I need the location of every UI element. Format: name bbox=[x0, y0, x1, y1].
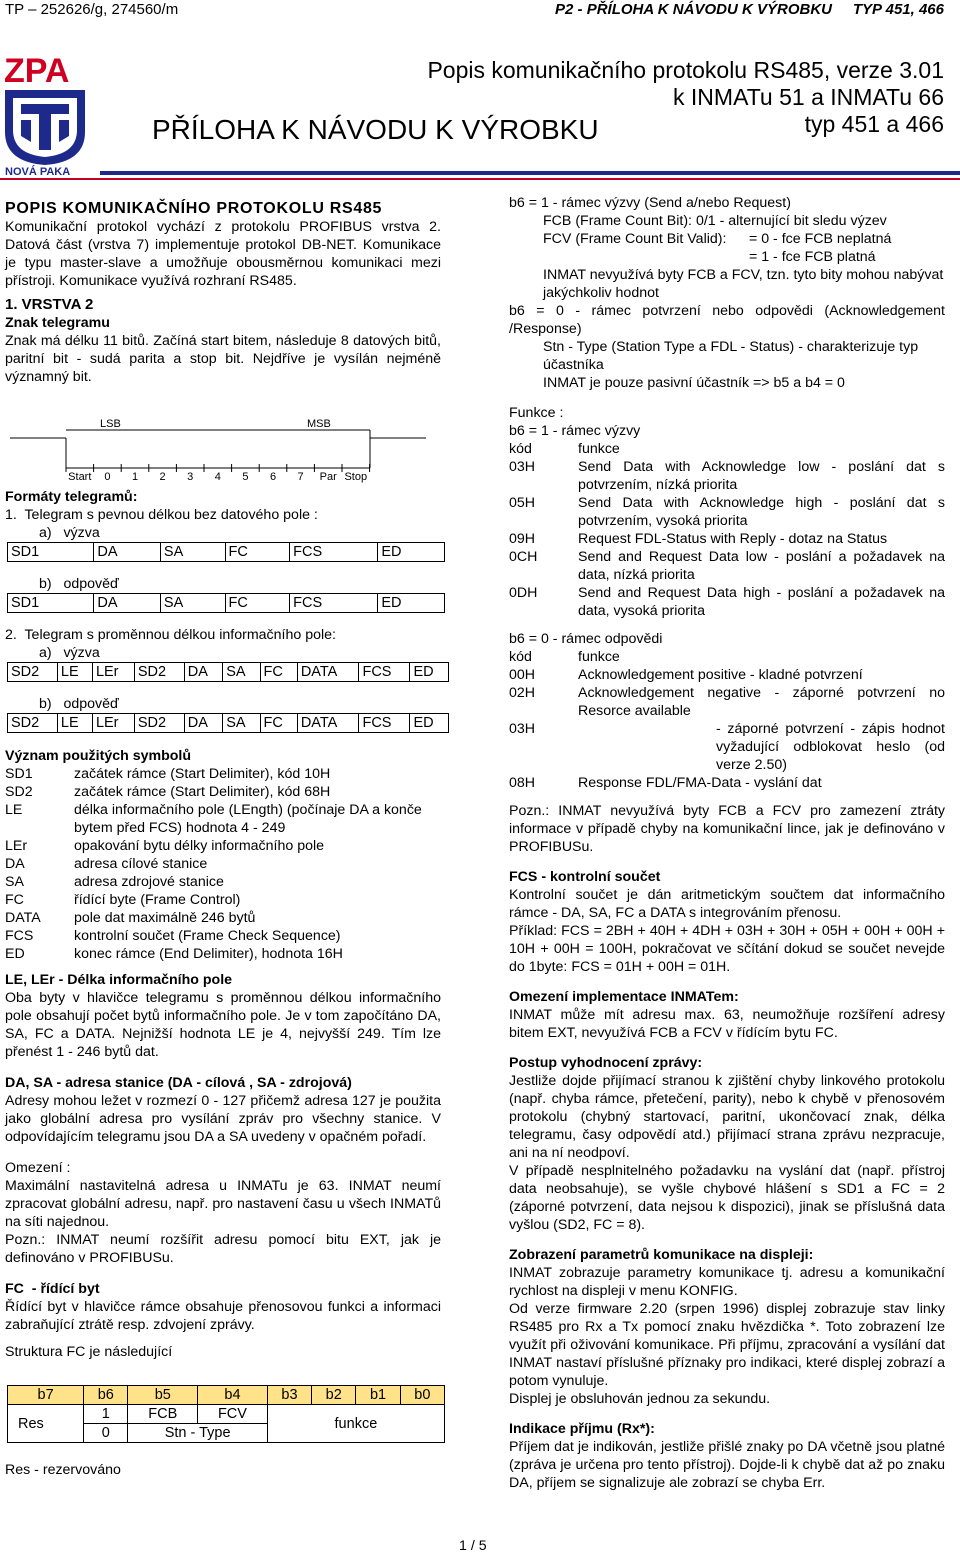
variable-response-cell-5: SA bbox=[223, 714, 260, 733]
variable-request-cell-1: LE bbox=[57, 663, 92, 682]
logo-subtitle: NOVÁ PAKA bbox=[5, 166, 71, 178]
variable-response-cell-9: ED bbox=[410, 714, 449, 733]
zpa-logo-graphic bbox=[3, 46, 89, 166]
bit-label: Par bbox=[319, 471, 337, 483]
symbol-row bbox=[5, 765, 441, 783]
request-code-key: 0DH bbox=[509, 585, 538, 601]
symbol-key: SD2 bbox=[5, 784, 33, 800]
symbol-key: FCS bbox=[5, 928, 34, 944]
symbol-row bbox=[5, 891, 441, 909]
fixed-request-cell-3: FC bbox=[225, 543, 290, 562]
request-code-row bbox=[509, 458, 945, 494]
pozn-paragraph: Pozn.: INMAT nevyužívá byty FCB a FCV pro zamezení ztráty informace v případě chyby na komunikační lince, jak je definováno v PROFIBUSu. bbox=[509, 803, 945, 855]
bit-label: 4 bbox=[214, 471, 221, 483]
bit-frame-diagram bbox=[10, 412, 430, 486]
col-funkce-2: funkce bbox=[578, 649, 620, 665]
variable-request-cell-2: LEr bbox=[92, 663, 134, 682]
symbol-key: SA bbox=[5, 874, 24, 890]
fc-bit-1: b6 bbox=[84, 1386, 128, 1405]
response-code-key: 00H bbox=[509, 667, 536, 683]
display-paragraph-1: INMAT zobrazuje parametry komunikace tj. adresu a komunikační rychlost na displeji v menu KONFIG. bbox=[509, 1265, 945, 1299]
fcv-value-0: = 0 - fce FCB neplatná bbox=[749, 231, 892, 247]
fcv-value-1: = 1 - fce FCB platná bbox=[749, 249, 876, 265]
response-codes-header bbox=[509, 648, 945, 666]
eval-heading: Postup vyhodnocení zprávy: bbox=[509, 1055, 703, 1071]
variable-request-cell-8: FCS bbox=[359, 663, 410, 682]
variable-request-table bbox=[7, 662, 449, 682]
b6-response-line: b6 = 0 - rámec potvrzení nebo odpovědi (Acknowledgement /Response) bbox=[509, 303, 945, 337]
request-code-value: Request FDL-Status with Reply - dotaz na Status bbox=[578, 531, 888, 547]
impl-paragraph: INMAT může mít adresu max. 63, neumožňuje rozšíření adresy bitem EXT, nevyužívá FCB a FCV v řídícím bytu FC. bbox=[509, 1007, 945, 1041]
res-note: Res - rezervováno bbox=[5, 1462, 121, 1478]
variable-telegram-title: 2. Telegram s proměnnou délkou informačního pole: bbox=[5, 627, 336, 643]
col-kod: kód bbox=[509, 441, 532, 457]
title-line-1: Popis komunikačního protokolu RS485, verze 3.01 bbox=[427, 57, 944, 83]
variable-response-label: b) odpověď bbox=[39, 696, 119, 712]
stn-type-line: Stn - Type (Station Type a FDL - Status) - charakterizuje typ účastníka bbox=[543, 339, 919, 373]
variable-request-cell-0: SD2 bbox=[8, 663, 58, 682]
fixed-response-cell-1: DA bbox=[94, 594, 161, 613]
symbol-row bbox=[5, 909, 441, 927]
symbol-key: LEr bbox=[5, 838, 28, 854]
variable-request-cell-3: SD2 bbox=[134, 663, 184, 682]
bit-label: 1 bbox=[131, 471, 139, 483]
bit-label: 7 bbox=[297, 471, 304, 483]
fixed-request-cell-5: ED bbox=[378, 543, 445, 562]
variable-response-cell-1: LE bbox=[57, 714, 92, 733]
limit-paragraph: Maximální nastavitelná adresa u INMATu je 63. INMAT neumí zpracovat globální adresu, např. pro nastavení času u všech INMATů na síti najednou. bbox=[5, 1178, 441, 1230]
symbol-row bbox=[5, 837, 441, 855]
fcs-heading: FCS - kontrolní součet bbox=[509, 869, 661, 885]
request-code-row bbox=[509, 548, 945, 584]
symbol-key: FC bbox=[5, 892, 24, 908]
right-column bbox=[509, 194, 945, 1492]
fc-funkce-cell: funkce bbox=[267, 1405, 444, 1443]
fc-bit-6: b1 bbox=[356, 1386, 400, 1405]
symbol-key: SD1 bbox=[5, 766, 33, 782]
response-code-key: 02H bbox=[509, 685, 536, 701]
request-code-key: 0CH bbox=[509, 549, 538, 565]
variable-response-cell-7: DATA bbox=[297, 714, 359, 733]
col-kod-2: kód bbox=[509, 649, 532, 665]
fc-bit-2: b5 bbox=[128, 1386, 198, 1405]
symbol-row bbox=[5, 783, 441, 801]
fc-fcb-cell: FCB bbox=[128, 1405, 198, 1424]
formats-heading: Formáty telegramů: bbox=[5, 489, 138, 505]
symbol-key: DATA bbox=[5, 910, 41, 926]
response-code-key: 03H bbox=[509, 721, 536, 737]
title-line-3: typ 451 a 466 bbox=[804, 111, 944, 137]
rx-paragraph: Příjem dat je indikován, jestliže přišlé znaky po DA včetně jsou platné (zpráva je určena pro tento přístroj). Dojde-li k chybě dat až po znaku DA, příjem se signalizuje ale zobrazí se chyba Err. bbox=[509, 1439, 945, 1491]
inmat-fcb-note: INMAT nevyužívá byty FCB a FCV, tzn. tyto bity mohou nabývat jakýchkoliv hodnot bbox=[543, 267, 944, 301]
fixed-response-table bbox=[7, 593, 445, 613]
symbols-list bbox=[5, 765, 441, 963]
lsb-label: LSB bbox=[100, 418, 121, 430]
response-code-key: 08H bbox=[509, 775, 536, 791]
variable-response-cell-3: SD2 bbox=[134, 714, 184, 733]
bit-label: 2 bbox=[159, 471, 166, 483]
fc-stn-type-cell: Stn - Type bbox=[128, 1424, 267, 1443]
fixed-request-cell-1: DA bbox=[94, 543, 161, 562]
fcs-paragraph: Kontrolní součet je dán aritmetickým součtem dat informačního rámce - DA, SA, FC a DATA s integrováním přenosu. bbox=[509, 887, 945, 921]
fixed-response-cell-0: SD1 bbox=[8, 594, 94, 613]
response-codes-heading: b6 = 0 - rámec odpovědi bbox=[509, 631, 663, 647]
request-code-value: Send and Request Data high - poslání a požadavek na data, vysoká priorita bbox=[578, 585, 945, 619]
response-code-row bbox=[509, 684, 945, 720]
variable-request-cell-5: SA bbox=[223, 663, 260, 682]
bit-label: 0 bbox=[104, 471, 111, 483]
fixed-response-cell-2: SA bbox=[160, 594, 225, 613]
zpa-logo bbox=[3, 46, 89, 180]
request-code-value: Send Data with Acknowledge high - poslání dat s potvrzením, vysoká priorita bbox=[578, 495, 945, 529]
char-paragraph: Znak má délku 11 bitů. Začíná start bitem, následuje 8 datových bitů, paritní bit - sudá parita a stop bit. Nejdříve je vysílán nejméně významný bit. bbox=[5, 333, 441, 385]
symbol-row bbox=[5, 855, 441, 873]
fixed-request-cell-4: FCS bbox=[290, 543, 378, 562]
header-rule-blue bbox=[100, 171, 960, 175]
request-codes-list bbox=[509, 458, 945, 620]
fixed-telegram-title: 1. Telegram s pevnou délkou bez datového pole : bbox=[5, 507, 318, 523]
symbol-key: ED bbox=[5, 946, 25, 962]
variable-request-cell-9: ED bbox=[410, 663, 449, 682]
msb-label: MSB bbox=[307, 418, 331, 430]
funkce-label: Funkce : bbox=[509, 405, 564, 421]
main-title: PŘÍLOHA K NÁVODU K VÝROBKU bbox=[152, 114, 599, 145]
request-code-value: Send and Request Data low - poslání a požadavek na data, nízká priorita bbox=[578, 549, 945, 583]
char-heading: Znak telegramu bbox=[5, 315, 110, 331]
fc-heading: FC - řídící byt bbox=[5, 1281, 100, 1297]
header-rule-red bbox=[0, 178, 960, 180]
variable-response-cell-8: FCS bbox=[359, 714, 410, 733]
fixed-request-cell-2: SA bbox=[160, 543, 225, 562]
fixed-response-cell-3: FC bbox=[225, 594, 290, 613]
title-line-2: k INMATu 51 a INMATu 66 bbox=[673, 84, 944, 110]
symbol-value: začátek rámce (Start Delimiter), kód 10H bbox=[74, 766, 331, 782]
fixed-request-table bbox=[7, 542, 445, 562]
fc-res-cell: Res bbox=[8, 1405, 84, 1443]
fc-b6-one: 1 bbox=[84, 1405, 128, 1424]
fc-bit-3: b4 bbox=[198, 1386, 268, 1405]
fc-bit-0: b7 bbox=[8, 1386, 84, 1405]
variable-response-cell-4: DA bbox=[184, 714, 222, 733]
response-codes-list bbox=[509, 666, 945, 792]
fc-bit-5: b2 bbox=[312, 1386, 356, 1405]
symbols-block bbox=[5, 747, 441, 1361]
response-code-value: Acknowledgement negative - záporné potvrzení no Resorce available bbox=[578, 685, 945, 719]
request-code-row bbox=[509, 494, 945, 530]
symbol-row bbox=[5, 927, 441, 945]
col-funkce: funkce bbox=[578, 441, 620, 457]
symbol-value: adresa cílové stanice bbox=[74, 856, 208, 872]
symbol-row bbox=[5, 945, 441, 963]
impl-heading: Omezení implementace INMATem: bbox=[509, 989, 739, 1005]
bit-label: Stop bbox=[344, 471, 368, 483]
inmat-passive-line: INMAT je pouze pasivní účastník => b5 a b4 = 0 bbox=[543, 375, 845, 391]
symbol-value: adresa zdrojové stanice bbox=[74, 874, 224, 890]
fixed-response-cell-4: FCS bbox=[290, 594, 378, 613]
response-code-value: - záporné potvrzení - zápis hodnot vyžadující odblokovat heslo (od verze 2.50) bbox=[716, 721, 945, 773]
fcv-label: FCV (Frame Count Bit Valid): bbox=[543, 231, 727, 247]
request-code-key: 05H bbox=[509, 495, 536, 511]
response-code-row bbox=[509, 774, 945, 792]
variable-request-cell-4: DA bbox=[184, 663, 222, 682]
header-doc-title: P2 - PŘÍLOHA K NÁVODU K VÝROBKU TYP 451, 466 bbox=[555, 1, 944, 18]
header-doc-number: TP – 252626/g, 274560/m bbox=[5, 1, 179, 18]
symbol-value: opakování bytu délky informačního pole bbox=[74, 838, 325, 854]
da-heading: DA, SA - adresa stanice (DA - cílová , SA - zdrojová) bbox=[5, 1075, 352, 1091]
eval-paragraph-1: Jestliže dojde přijímací stranou k zjištění chyby linkového protokolu (např. chyba rámce, přetečení, parity), nebo k chybě v přenosovém protokolu (chybný startovací, paritní, ukončovací znak, délka telegramu, časy odpovědí atd.) přijímací strana zprávu nezpracuje, ani na ní neodpoví. bbox=[509, 1073, 945, 1161]
limit-label: Omezení : bbox=[5, 1160, 71, 1176]
variable-response-cell-2: LEr bbox=[92, 714, 134, 733]
le-heading: LE, LEr - Délka informačního pole bbox=[5, 972, 233, 988]
bit-label: Start bbox=[68, 471, 92, 483]
symbol-value: začátek rámce (Start Delimiter), kód 68H bbox=[74, 784, 331, 800]
fixed-request-cell-0: SD1 bbox=[8, 543, 94, 562]
da-paragraph: Adresy mohou ležet v rozmezí 0 - 127 přičemž adresa 127 je použita jako globální adresa pro vysílání zpráv pro všechny stanice. V odpovídajícím telegramu jsou DA a SA uvedeny v opačném pořadí. bbox=[5, 1093, 441, 1145]
page-number: 1 / 5 bbox=[459, 1538, 487, 1554]
le-paragraph: Oba byty v hlavičce telegramu s proměnnou délkou informačního pole obsahují počet bytů informačního pole. Je v tom započítáno DA, SA, FC a DATA. Nejnižší hodnota LE je 4, nejvyšší 249. Tím lze přenést 1 - 246 bytů dat. bbox=[5, 990, 441, 1060]
variable-request-cell-7: DATA bbox=[297, 663, 359, 682]
section-heading-protocol: POPIS KOMUNIKAČNÍHO PROTOKOLU RS485 bbox=[5, 200, 383, 217]
request-code-key: 03H bbox=[509, 459, 536, 475]
variable-request-cell-6: FC bbox=[260, 663, 297, 682]
fixed-response-label: b) odpověď bbox=[39, 576, 119, 592]
left-column bbox=[5, 200, 441, 386]
fcs-example: Příklad: FCS = 2BH + 40H + 4DH + 03H + 30H + 05H + 00H + 00H + 10H + 00H = 100H, pokračovat ve sčítání dokud se součet nevejde do 1byte: FCS = 01H + 00H = 01H. bbox=[509, 923, 945, 975]
rx-heading: Indikace příjmu (Rx*): bbox=[509, 1421, 655, 1437]
symbol-key: LE bbox=[5, 802, 23, 818]
b6-request-line: b6 = 1 - rámec výzvy (Send a/nebo Request) bbox=[509, 195, 791, 211]
formats-block bbox=[5, 488, 441, 542]
symbol-key: DA bbox=[5, 856, 25, 872]
request-code-value: Send Data with Acknowledge low - poslání dat s potvrzením, nízká priorita bbox=[578, 459, 945, 493]
fc-bit-7: b0 bbox=[400, 1386, 444, 1405]
symbol-value: délka informačního pole (LEngth) (počínaje DA a konče bytem před FCS) hodnota 4 - 249 bbox=[74, 802, 422, 836]
response-code-value: Response FDL/FMA-Data - vyslání dat bbox=[578, 775, 822, 791]
fc-bit-4: b3 bbox=[267, 1386, 311, 1405]
symbol-row bbox=[5, 801, 441, 837]
logo-text: ZPA bbox=[4, 52, 70, 90]
fc-b6-zero: 0 bbox=[84, 1424, 128, 1443]
symbol-value: pole dat maximálně 246 bytů bbox=[74, 910, 256, 926]
display-heading: Zobrazení parametrů komunikace na displeji: bbox=[509, 1247, 814, 1263]
symbol-value: kontrolní součet (Frame Check Sequence) bbox=[74, 928, 341, 944]
response-code-row bbox=[509, 666, 945, 684]
intro-paragraph: Komunikační protokol vychází z protokolu PROFIBUS vrstva 2. Datová část (vrstva 7) implementuje protokol DB-NET. Komunikace je typu master-slave a umožňuje obousměrnou komunikaci mezi přístroji. Komunikace využívá rozhraní RS485. bbox=[5, 219, 441, 289]
display-paragraph-3: Displej je obsluhován jednou za sekundu. bbox=[509, 1391, 771, 1407]
fc-paragraph: Řídící byt v hlavičce rámce obsahuje přenosovou funkci a informaci zabraňující ztrátě resp. zdvojení zprávy. bbox=[5, 1299, 441, 1333]
request-code-key: 09H bbox=[509, 531, 536, 547]
symbol-value: řídící byte (Frame Control) bbox=[74, 892, 241, 908]
variable-response-table bbox=[7, 713, 449, 733]
fc-structure-label: Struktura FC je následující bbox=[5, 1344, 173, 1360]
bit-label: 3 bbox=[187, 471, 194, 483]
bit-label: 5 bbox=[242, 471, 249, 483]
fcb-line: FCB (Frame Count Bit): 0/1 - alternující bit sledu výzev bbox=[543, 213, 887, 229]
address-note: Pozn.: INMAT neumí rozšířit adresu pomocí bitu EXT, jak je definováno v PROFIBUSu. bbox=[5, 1232, 441, 1266]
variable-response-cell-0: SD2 bbox=[8, 714, 58, 733]
fc-structure-table bbox=[7, 1385, 445, 1443]
response-code-value: Acknowledgement positive - kladné potvrzení bbox=[578, 667, 863, 683]
request-code-row bbox=[509, 584, 945, 620]
symbol-value: konec rámce (End Delimiter), hodnota 16H bbox=[74, 946, 343, 962]
symbols-heading: Význam použitých symbolů bbox=[5, 748, 192, 764]
fcv-block bbox=[509, 230, 945, 266]
display-paragraph-2: Od verze firmware 2.20 (srpen 1996) displej zobrazuje stav linky RS485 pro Rx a Tx pomocí znaku hvězdička *. Toto zobrazení lze využít při oživování komunikace. Při příjmu, zpracování a vysílání dat INMAT nastaví příslušné příznaky pro indikaci, které displej zobrazí a potom vynuluje. bbox=[509, 1301, 945, 1389]
request-code-row bbox=[509, 530, 945, 548]
variable-request-label: a) výzva bbox=[39, 645, 100, 661]
bit-label: 6 bbox=[269, 471, 277, 483]
symbol-row bbox=[5, 873, 441, 891]
layer-heading: 1. VRSTVA 2 bbox=[5, 296, 94, 313]
fc-fcv-cell: FCV bbox=[198, 1405, 268, 1424]
request-codes-header bbox=[509, 440, 945, 458]
fixed-response-cell-5: ED bbox=[378, 594, 445, 613]
eval-paragraph-2: V případě nesplnitelného požadavku na vyslání dat (např. přístroj data neobsahuje), se vyšle chybové hlášení s SD1 a FC = 2 (záporné potvrzení, data nejsou k dispozici), jinak se příslušná data vyšlou (SD2, FC = 8). bbox=[509, 1163, 945, 1233]
fixed-request-label: a) výzva bbox=[39, 525, 100, 541]
request-codes-heading: b6 = 1 - rámec výzvy bbox=[509, 423, 641, 439]
variable-response-cell-6: FC bbox=[260, 714, 297, 733]
response-code-row bbox=[509, 720, 945, 774]
